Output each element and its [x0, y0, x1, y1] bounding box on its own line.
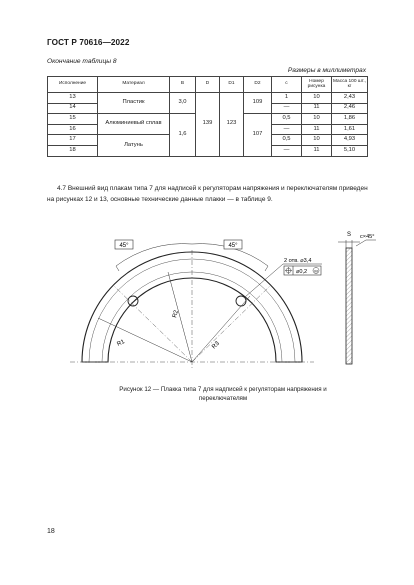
cell-material: Алюминиевый сплав — [98, 114, 170, 135]
mounting-holes — [128, 296, 246, 306]
cell-mass: 1,61 — [332, 124, 368, 135]
cell-figure-number: 10 — [302, 135, 332, 146]
cell-execution: 13 — [48, 93, 98, 104]
page-number: 18 — [47, 528, 55, 535]
col-header-material: Материал — [98, 77, 170, 93]
hole-note: 2 отв. ⌀3,4 — [284, 258, 312, 264]
cell-figure-number: 11 — [302, 103, 332, 114]
cell-mass: 5,10 — [332, 145, 368, 156]
cell-execution: 16 — [48, 124, 98, 135]
cell-execution: 17 — [48, 135, 98, 146]
angle-label-right: 45° — [228, 243, 238, 249]
col-header-figure-number: Номер рисунка — [302, 77, 332, 93]
cell-b: 3,0 — [170, 93, 196, 114]
cell-mass: 4,93 — [332, 135, 368, 146]
col-header-b: B — [170, 77, 196, 93]
cell-d: 139 — [196, 93, 220, 157]
cell-c: 0,5 — [272, 114, 302, 125]
hole-right — [236, 296, 246, 306]
cell-c: — — [272, 124, 302, 135]
plate-section — [346, 248, 352, 364]
cell-mass: 2,43 — [332, 93, 368, 104]
radius-label-r1: R1 — [116, 339, 126, 348]
col-header-d: D — [196, 77, 220, 93]
cell-mass: 1,86 — [332, 114, 368, 125]
body-paragraph: 4.7 Внешний вид плакам типа 7 для надписей к регуляторам напряжения и переключателям приведен на рисунках 12 и 13, основные технические данные плакки — в таблице 9. — [47, 185, 368, 203]
cell-d2: 107 — [244, 114, 272, 156]
cell-material: Пластик — [98, 93, 170, 114]
side-view — [338, 240, 376, 364]
cell-execution: 15 — [48, 114, 98, 125]
position-tolerance-value: ⌀0,2 — [296, 269, 308, 275]
units-note: Размеры в миллиметрах — [287, 67, 366, 74]
cell-execution: 18 — [48, 145, 98, 156]
table-continuation-title: Окончание таблицы 8 — [47, 58, 117, 65]
figure-caption: Рисунок 12 — Плакка типа 7 для надписей к регуляторам напряжения и переключателям — [119, 386, 327, 402]
cell-c: 0,5 — [272, 135, 302, 146]
radius-label-r3: R3 — [211, 340, 221, 351]
angle-label-left: 45° — [119, 243, 129, 249]
cell-material: Латунь — [98, 135, 170, 156]
cell-figure-number: 10 — [302, 93, 332, 104]
col-header-execution: Исполнение — [48, 77, 98, 93]
center-lines — [70, 250, 314, 370]
cell-figure-number: 11 — [302, 145, 332, 156]
col-header-mass: Масса 100 шт., кг — [332, 77, 368, 93]
cell-figure-number: 11 — [302, 124, 332, 135]
cell-b: 1,6 — [170, 114, 196, 156]
cell-c: — — [272, 103, 302, 114]
material-condition-letter: M — [314, 268, 318, 274]
cell-d2: 109 — [244, 93, 272, 114]
document-standard-id: ГОСТ Р 70616—2022 — [47, 38, 130, 47]
col-header-d1: D1 — [220, 77, 244, 93]
hole-leader — [245, 264, 322, 297]
cell-execution: 14 — [48, 103, 98, 114]
col-header-d2: D2 — [244, 77, 272, 93]
col-header-c: c — [272, 77, 302, 93]
cell-c: 1 — [272, 93, 302, 104]
cell-figure-number: 10 — [302, 114, 332, 125]
chamfer-label: c×45° — [360, 234, 375, 240]
cell-c: — — [272, 145, 302, 156]
thickness-label: S — [347, 232, 352, 238]
cell-mass: 2,46 — [332, 103, 368, 114]
radius-label-r2: R2 — [172, 309, 180, 319]
cell-d1: 123 — [220, 93, 244, 157]
